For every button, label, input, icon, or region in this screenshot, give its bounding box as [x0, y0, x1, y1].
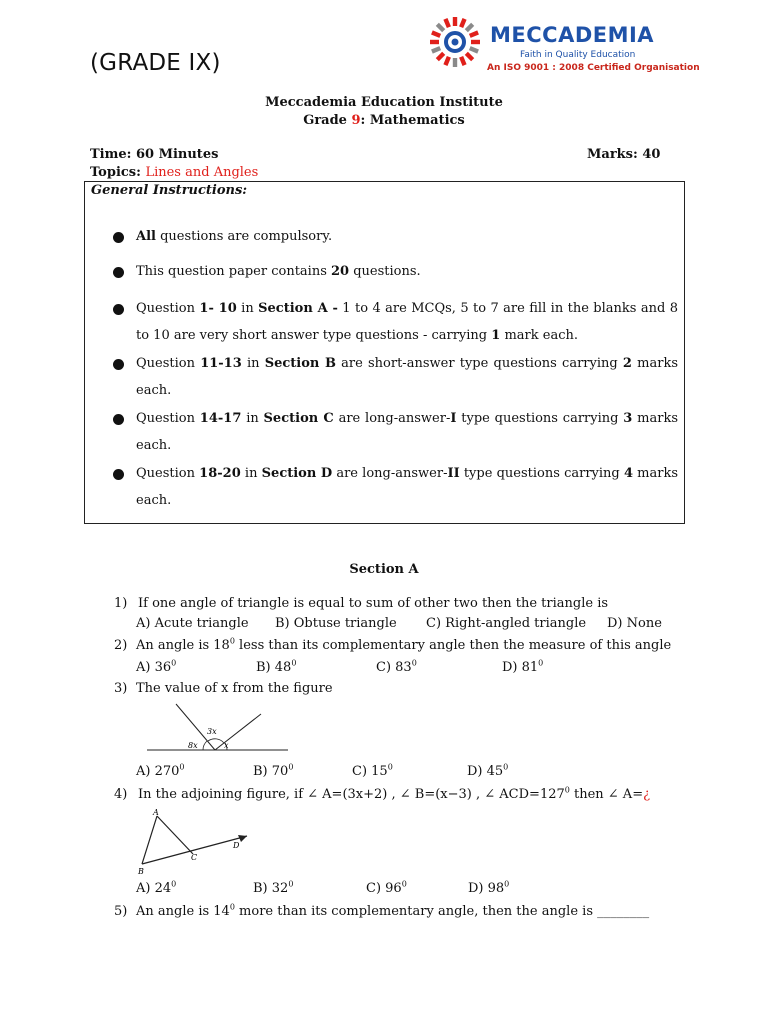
bullet-icon: [113, 414, 124, 425]
time-label: Time: 60 Minutes: [90, 147, 219, 162]
grade-suffix: : Mathematics: [360, 113, 465, 128]
q2-option-c: C) $83^0$: [376, 658, 417, 675]
q4-text: In the adjoining figure, if ∠ A=(3x+2) , ∠ B=(x−3) , ∠ $ACD=127^0$ then ∠ A=¿: [138, 785, 651, 802]
brand-tagline: Faith in Quality Education: [520, 50, 636, 60]
section-a-title: Section A: [349, 562, 419, 577]
q1-option-c: C) Right-angled triangle: [426, 616, 587, 631]
q3-text: The value of x from the figure: [136, 681, 333, 696]
q4-triangle-figure: [135, 806, 255, 876]
grade-subject: [0, 113, 768, 128]
q4-label-c: C: [191, 853, 198, 862]
q1-text: If one angle of triangle is equal to sum of other two then the triangle is: [138, 596, 609, 611]
instruction-1: All questions are compulsory.: [136, 229, 333, 244]
q3-option-b: B) $70^0$: [253, 762, 294, 779]
q1-option-a: A) Acute triangle: [136, 616, 249, 631]
instruction-4: Question 11-13 in Section B are short-answer type questions carrying 2 marks each.: [136, 356, 678, 398]
institute-name: Meccademia Education Institute: [265, 95, 503, 110]
instructions-title: General Instructions:: [91, 183, 248, 198]
q2-number: 2): [114, 638, 128, 653]
q3-label-x: x: [224, 741, 229, 750]
q4-label-d: D: [233, 841, 240, 850]
bullet-icon: [113, 469, 124, 480]
topics-label: Topics:: [90, 165, 146, 180]
topics-line: [90, 165, 258, 180]
q3-label-3x: 3x: [207, 727, 217, 736]
q3-label-8x: 8x: [188, 741, 198, 750]
q3-angle-figure: [145, 700, 290, 755]
brand-name: MECCADEMIA: [490, 23, 655, 47]
grade-number: 9: [351, 113, 361, 128]
q4-number: 4): [114, 787, 128, 802]
bullet-icon: [113, 359, 124, 370]
grade-prefix: Grade: [303, 113, 352, 128]
instruction-2: This question paper contains 20 questions.: [136, 264, 421, 279]
q1-number: 1): [114, 596, 128, 611]
q3-option-a: A) $270^0$: [136, 762, 185, 779]
bullet-icon: [113, 304, 124, 315]
q2-option-b: B) $48^0$: [256, 658, 297, 675]
q4-option-d: D) $98^0$: [468, 879, 510, 896]
q5-text: An angle is $14^0$ more than its complementary angle, then the angle is ________: [136, 902, 650, 919]
q1-option-b: B) Obtuse triangle: [275, 616, 397, 631]
q2-option-a: A) $36^0$: [136, 658, 177, 675]
q3-option-d: D) $45^0$: [467, 762, 509, 779]
q4-option-b: B) $32^0$: [253, 879, 294, 896]
q4-label-a: A: [153, 808, 159, 817]
instruction-3: Question 1- 10 in Section A - 1 to 4 are MCQs, 5 to 7 are fill in the blanks and 8 to 10 are very short answer type questions - carrying 1 mark each.: [136, 301, 679, 343]
marks-label: Marks: 40: [587, 147, 661, 162]
q2-text: An angle is $18^0$ less than its complementary angle then the measure of this angle: [136, 636, 672, 653]
q3-option-c: C) $15^0$: [352, 762, 393, 779]
q5-number: 5): [114, 904, 128, 919]
q4-option-a: A) $24^0$: [136, 879, 177, 896]
topics-value: Lines and Angles: [145, 165, 259, 180]
q4-option-c: C) $96^0$: [366, 879, 407, 896]
grade-heading: (GRADE IX): [90, 50, 221, 76]
q2-option-d: D) $81^0$: [502, 658, 544, 675]
q4-label-b: B: [138, 867, 144, 876]
instruction-5: Question 14-17 in Section C are long-answer-I type questions carrying 3 marks each.: [136, 411, 678, 453]
brand-certification: An ISO 9001 : 2008 Certified Organisation: [487, 63, 700, 73]
bullet-icon: [113, 232, 124, 243]
bullet-icon: [113, 267, 124, 278]
q3-number: 3): [114, 681, 128, 696]
instruction-6: Question 18-20 in Section D are long-answer-II type questions carrying 4 marks each.: [136, 466, 679, 508]
q1-option-d: D) None: [607, 616, 662, 631]
